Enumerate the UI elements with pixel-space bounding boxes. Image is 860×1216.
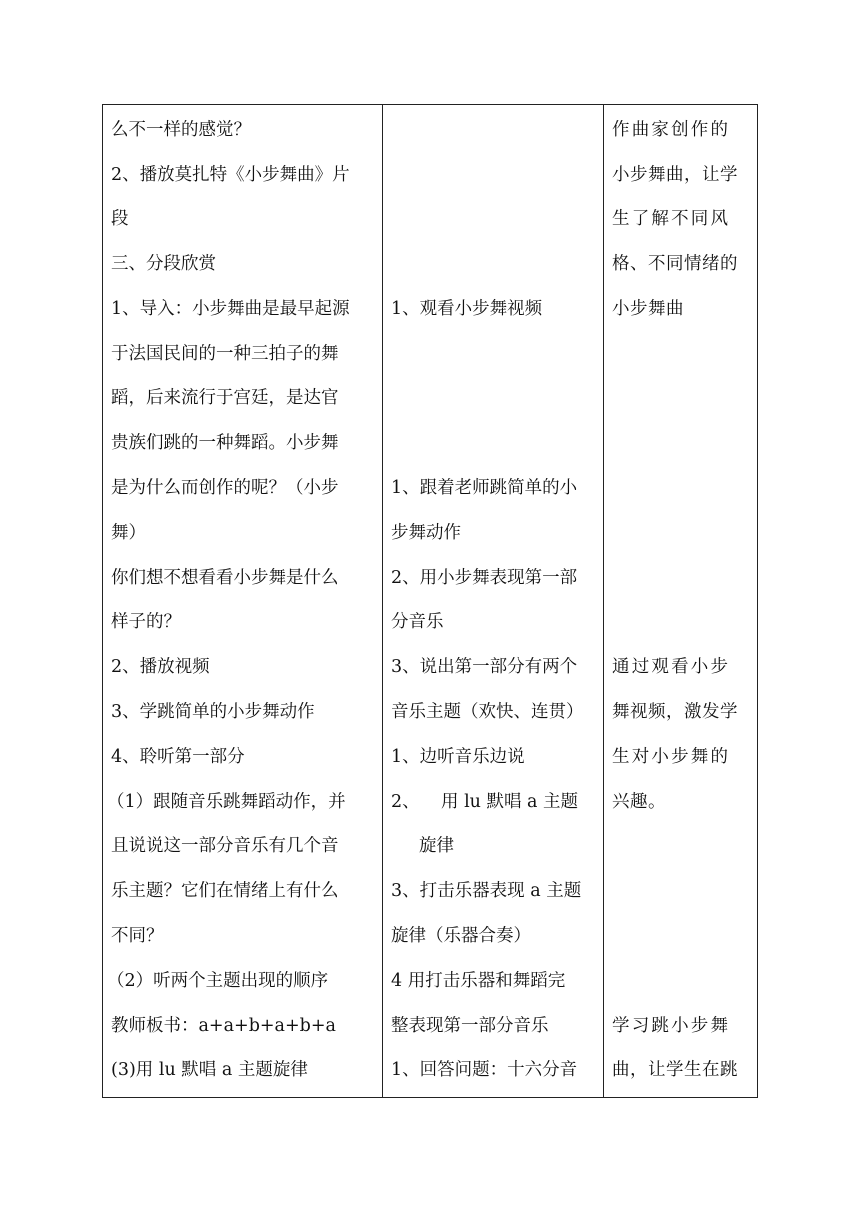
text-line: 1、边听音乐边说	[391, 747, 525, 767]
text-line: 曲，让学生在跳	[612, 1060, 738, 1080]
text-line: 2、播放视频	[111, 657, 210, 677]
text-line: 样子的？	[111, 612, 181, 632]
text-line: 旋律（乐器合奏）	[391, 926, 531, 946]
text-line: 1、回答问题：十六分音	[391, 1060, 578, 1080]
text-line: 不同？	[111, 926, 164, 946]
teacher-activity-column	[103, 105, 383, 1097]
text-line: 蹈，后来流行于宫廷，是达官	[111, 388, 339, 408]
text-line: 分音乐	[391, 612, 444, 632]
text-line: 兴趣。	[612, 792, 666, 812]
text-line: 你们想不想看看小步舞是什么	[111, 568, 339, 588]
text-line: 作曲家创作的	[612, 120, 731, 140]
text-line: 生对小步舞的	[612, 747, 731, 767]
text-line: 生了解不同风	[612, 209, 731, 229]
lesson-plan-table	[102, 104, 758, 1098]
text-line: 2、	[391, 792, 420, 812]
text-line: 贵族们跳的一种舞蹈。小步舞	[111, 433, 339, 453]
text-line: 4 用打击乐器和舞蹈完	[391, 971, 566, 991]
text-line: 舞）	[111, 523, 146, 543]
text-line: 小步舞曲，让学	[612, 165, 738, 185]
text-line: 3、打击乐器表现 a 主题	[391, 881, 582, 901]
text-line: 2、播放莫扎特《小步舞曲》片	[111, 165, 350, 185]
text-line: 1、导入：小步舞曲是最早起源	[111, 299, 350, 319]
text-line: （2）听两个主题出现的顺序	[107, 971, 329, 991]
text-line: 是为什么而创作的呢？（小步	[111, 478, 339, 498]
text-line: 通过观看小步	[612, 657, 731, 677]
text-line: 用 lu 默唱 a 主题	[441, 792, 579, 812]
text-line: 4、聆听第一部分	[111, 747, 245, 767]
text-line: （1）跟随音乐跳舞蹈动作，并	[107, 792, 346, 812]
text-line: 格、不同情绪的	[612, 254, 738, 274]
text-line: 步舞动作	[391, 523, 461, 543]
text-line: 3、学跳简单的小步舞动作	[111, 702, 315, 722]
text-line: (3)用 lu 默唱 a 主题旋律	[111, 1060, 308, 1080]
text-line: 三、分段欣赏	[111, 254, 216, 274]
text-line: 乐主题？它们在情绪上有什么	[111, 881, 339, 901]
text-line: 3、说出第一部分有两个	[391, 657, 578, 677]
text-line: 段	[111, 209, 129, 229]
text-line: 舞视频，激发学	[612, 702, 738, 722]
text-line: 且说说这一部分音乐有几个音	[111, 836, 339, 856]
text-line: 音乐主题（欢快、连贯）	[391, 702, 584, 722]
student-activity-column	[383, 105, 604, 1097]
text-line: 教师板书：a+a+b+a+b+a	[111, 1016, 336, 1036]
text-line: 2、用小步舞表现第一部	[391, 568, 578, 588]
text-line: 学习跳小步舞	[612, 1016, 731, 1036]
text-line: 1、跟着老师跳简单的小	[391, 478, 578, 498]
text-line: 么不一样的感觉？	[111, 120, 251, 140]
text-line: 1、观看小步舞视频	[391, 299, 543, 319]
text-line: 小步舞曲	[612, 299, 684, 319]
design-intent-column	[604, 105, 757, 1097]
text-line: 旋律	[419, 836, 454, 856]
text-line: 整表现第一部分音乐	[391, 1016, 549, 1036]
text-line: 于法国民间的一种三拍子的舞	[111, 344, 339, 364]
